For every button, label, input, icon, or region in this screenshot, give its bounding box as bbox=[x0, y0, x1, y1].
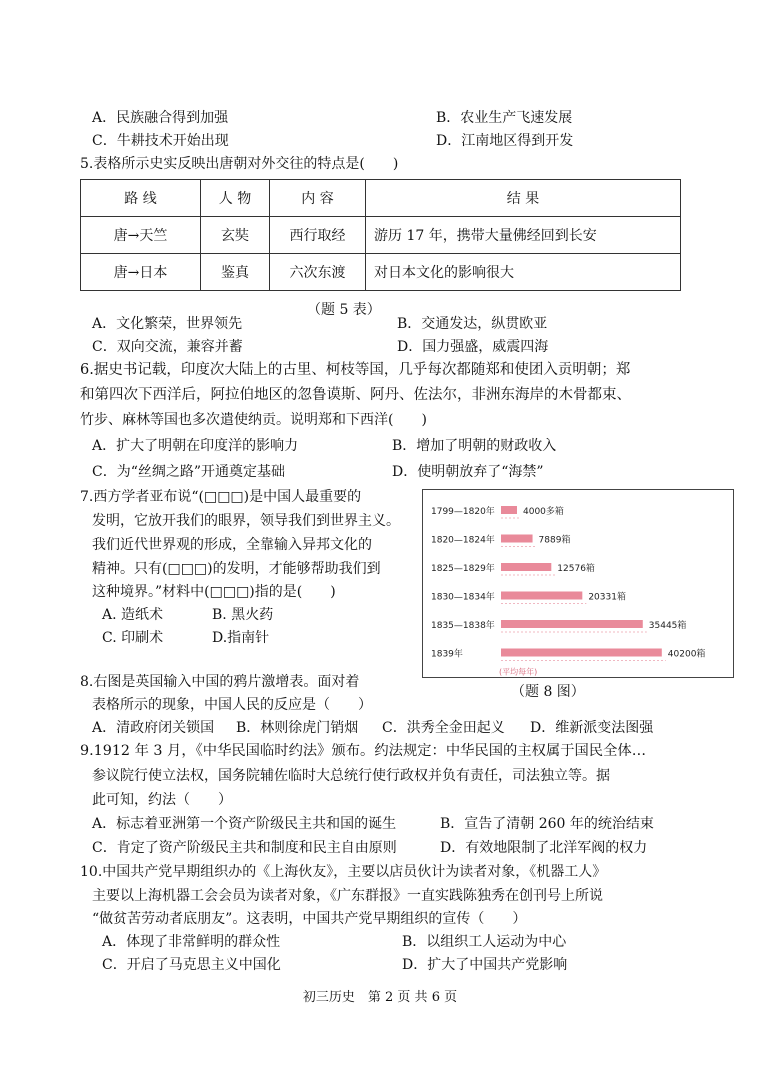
q8-option-b: B．林则徐虎门销烟 bbox=[236, 720, 359, 736]
q7-option-c: C. 印刷术 bbox=[102, 630, 164, 646]
chart-bar bbox=[501, 649, 662, 657]
q8-line-1: 8.右图是英国输入中国的鸦片激增表。面对着 bbox=[80, 674, 360, 690]
chart-data-label: 35445箱 bbox=[648, 621, 687, 631]
q8-option-a: A．清政府闭关锁国 bbox=[92, 720, 215, 736]
q8-caption: （题 8 图） bbox=[511, 684, 585, 700]
q10-line-3: “做贫苦劳动者底朋友”。这表明，中国共产党早期组织的宣传（ ） bbox=[92, 911, 527, 927]
table-header-cell: 内 容 bbox=[270, 180, 366, 217]
q5-table bbox=[80, 179, 681, 291]
chart-data-label: 4000多箱 bbox=[523, 507, 564, 517]
q6-option-a: A．扩大了明朝在印度洋的影响力 bbox=[92, 438, 299, 454]
q10-option-b: B．以组织工人运动为中心 bbox=[402, 934, 567, 950]
q4-option-a: A．民族融合得到加强 bbox=[92, 110, 229, 126]
q8-option-d: D．维新派变法图强 bbox=[530, 720, 654, 736]
q9-line-2: 参议院行使立法权，国务院辅佐临时大总统行使行政权并负有责任，司法独立等。据 bbox=[92, 768, 610, 784]
table-cell: 游历 17 年，携带大量佛经回到长安 bbox=[366, 217, 681, 254]
q7-line-3: 我们近代世界观的形成，全靠输入异邦文化的 bbox=[92, 537, 372, 553]
q7-option-d: D.指南针 bbox=[212, 630, 270, 646]
table-row bbox=[81, 254, 681, 291]
q9-line-1: 9.1912 年 3 月，《中华民国临时约法》颁布。约法规定：中华民国的主权属于国民全体… bbox=[80, 743, 646, 759]
table-cell: 唐→日本 bbox=[81, 254, 201, 291]
q6-line-3: 竹步、麻林等国也多次遣使纳贡。说明郑和下西洋( ) bbox=[80, 412, 427, 428]
chart-category-label: 1799—1820年 bbox=[431, 507, 495, 517]
page-footer: 初三历史 第 2 页 共 6 页 bbox=[302, 990, 458, 1005]
table-cell: 唐→天竺 bbox=[81, 217, 201, 254]
table-cell: 鉴真 bbox=[201, 254, 270, 291]
chart-data-label: 40200箱 bbox=[667, 649, 706, 660]
q10-line-1: 10.中国共产党早期组织办的《上海伙友》，主要以店员伙计为读者对象，《机器工人》 bbox=[80, 864, 607, 880]
q10-line-2: 主要以上海机器工会会员为读者对象，《广东群报》一直实践陈独秀在创刊号上所说 bbox=[92, 888, 603, 904]
table-header-cell: 路 线 bbox=[81, 180, 201, 217]
q5-stem: 5.表格所示史实反映出唐朝对外交往的特点是( ) bbox=[80, 156, 399, 172]
q7-line-1: 7.西方学者亚布说“(□□□)是中国人最重要的 bbox=[80, 489, 362, 505]
chart-bar bbox=[501, 506, 517, 514]
chart-category-label: 1820—1824年 bbox=[431, 535, 495, 546]
chart-category-label: 1830—1834年 bbox=[431, 592, 495, 603]
q4-option-c: C．牛耕技术开始出现 bbox=[92, 133, 229, 149]
table-cell: 对日本文化的影响很大 bbox=[366, 254, 681, 291]
q7-line-2: 发明，它放开我们的眼界，领导我们到世界主义。 bbox=[92, 513, 400, 529]
table-cell: 六次东渡 bbox=[270, 254, 366, 291]
q9-option-c: C．肯定了资产阶级民主共和制度和民主自由原则 bbox=[92, 840, 397, 856]
chart-category-label: 1835—1838年 bbox=[431, 621, 495, 631]
q5-option-c: C．双向交流，兼容并蓄 bbox=[92, 339, 243, 355]
chart-data-label: 7889箱 bbox=[538, 535, 571, 546]
q10-option-a: A．体现了非常鲜明的群众性 bbox=[102, 934, 281, 950]
q7-option-b: B. 黑火药 bbox=[212, 607, 274, 623]
table-row bbox=[81, 217, 681, 254]
chart-category-label: 1825—1829年 bbox=[431, 564, 495, 574]
q6-option-c: C．为“丝绸之路”开通奠定基础 bbox=[92, 464, 286, 480]
table-cell: 西行取经 bbox=[270, 217, 366, 254]
q7-line-5: 这种境界。”材料中(□□□)指的是( ) bbox=[92, 584, 336, 600]
q8-option-c: C．洪秀全金田起义 bbox=[382, 720, 505, 736]
q10-option-c: C．开启了马克思主义中国化 bbox=[102, 957, 281, 973]
chart-bar bbox=[501, 592, 582, 600]
q5-option-d: D．国力强盛，威震四海 bbox=[397, 339, 549, 355]
q6-option-d: D．使明朝放弃了“海禁” bbox=[392, 464, 544, 480]
table-header-cell: 人 物 bbox=[201, 180, 270, 217]
q9-option-a: A．标志着亚洲第一个资产阶级民主共和国的诞生 bbox=[92, 816, 397, 832]
q7-line-4: 精神。只有(□□□)的发明，才能够帮助我们到 bbox=[92, 561, 381, 577]
chart-data-label: 12576箱 bbox=[557, 564, 595, 574]
q6-line-1: 6.据史书记载，印度次大陆上的古里、柯枝等国，几乎每次都随郑和使团入贡明朝；郑 bbox=[80, 362, 631, 378]
q4-option-d: D．江南地区得到开发 bbox=[436, 133, 574, 149]
q5-option-b: B．交通发达，纵贯欧亚 bbox=[397, 316, 548, 332]
q4-option-b: B．农业生产飞速发展 bbox=[436, 110, 573, 126]
table-header-row bbox=[81, 180, 681, 217]
q9-option-b: B．宣告了清朝 260 年的统治结束 bbox=[440, 816, 654, 832]
chart-svg bbox=[423, 490, 733, 677]
chart-bar bbox=[501, 620, 643, 628]
q5-caption: （题 5 表） bbox=[307, 302, 381, 318]
chart-category-label: 1839年 bbox=[431, 649, 463, 660]
q10-option-d: D．扩大了中国共产党影响 bbox=[402, 957, 568, 973]
q9-option-d: D．有效地限制了北洋军阀的权力 bbox=[440, 840, 648, 856]
q8-line-2: 表格所示的现象，中国人民的反应是（ ） bbox=[92, 697, 372, 713]
q7-option-a: A. 造纸术 bbox=[102, 607, 164, 623]
q6-option-b: B．增加了明朝的财政收入 bbox=[392, 438, 557, 454]
q9-line-3: 此可知，约法（ ） bbox=[92, 792, 232, 808]
table-header-cell: 结 果 bbox=[366, 180, 681, 217]
opium-import-chart bbox=[422, 489, 734, 678]
chart-note: (平均每年) bbox=[499, 667, 538, 677]
table-cell: 玄奘 bbox=[201, 217, 270, 254]
q6-line-2: 和第四次下西洋后，阿拉伯地区的忽鲁谟斯、阿丹、佐法尔，非洲东海岸的木骨都束、 bbox=[80, 387, 631, 403]
chart-bar bbox=[501, 563, 551, 571]
chart-data-label: 20331箱 bbox=[588, 592, 626, 603]
q5-option-a: A．文化繁荣，世界领先 bbox=[92, 316, 243, 332]
chart-bar bbox=[501, 535, 533, 543]
